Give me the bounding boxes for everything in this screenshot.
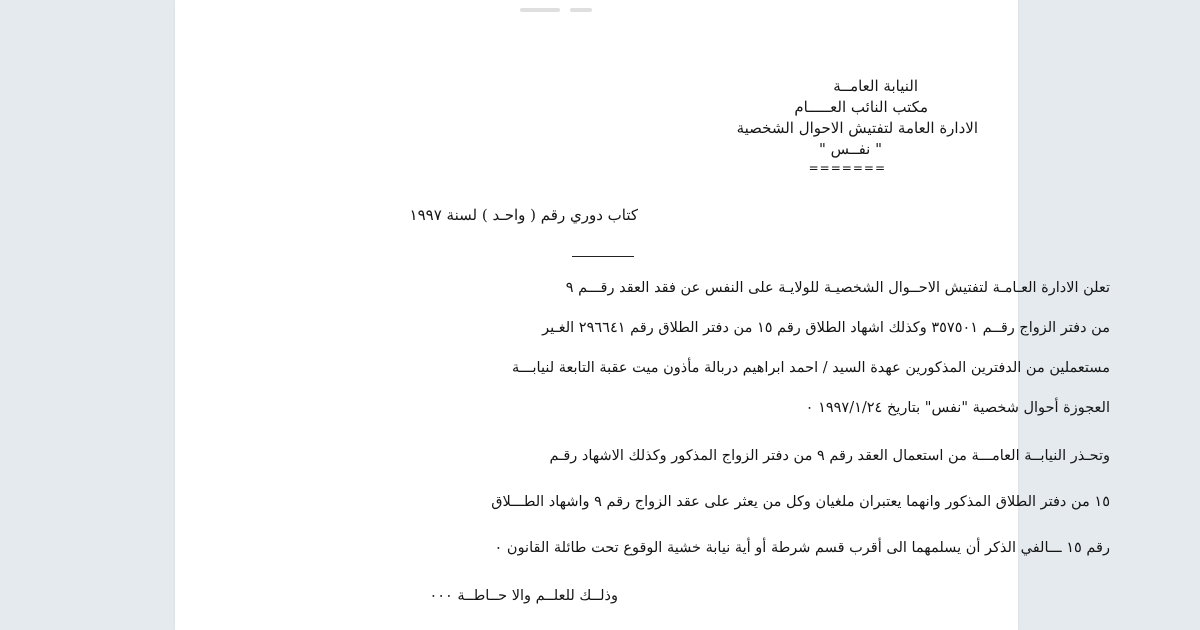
- paragraph-line: مستعملين من الدفترين المذكورين عهدة السيد / احمد ابراهيم دربالة مأذون ميت عقبة التابعة لنيابـــة: [512, 360, 1110, 376]
- paragraph-line: رقم ١٥ ـــالفي الذكر أن يسلمهما الى أقرب قسم شرطة أو أية نيابة خشية الوقوع تحت طائلة القانون ٠: [494, 540, 1110, 556]
- header-attorney-general-office: مكتب النائب العـــــام: [794, 98, 928, 116]
- header-division: " نفــس ": [818, 140, 882, 158]
- paragraph-line: تعلن الادارة العـامـة لتفتيش الاحــوال الشخصيـة للولايـة على النفس عن فقد العقد رقـــم ٩: [565, 280, 1110, 296]
- document-header: [737, 76, 978, 176]
- closing-line: وذلــك للعلــم والا حــاطــة ٠٠٠: [429, 588, 618, 604]
- header-department: الادارة العامة لتفتيش الاحوال الشخصية: [736, 119, 978, 137]
- scan-smudge: [570, 8, 592, 12]
- paragraph-line: وتحـذر النيابــة العامـــة من استعمال العقد رقم ٩ من دفتر الزواج المذكور وكذلك الاشهاد رقـم: [549, 448, 1110, 464]
- header-separator: =======: [808, 161, 886, 175]
- paragraph-line: العجوزة أحوال شخصية "نفس" بتاريخ ١٩٩٧/١/٢٤ ٠: [805, 400, 1110, 416]
- page-margin-left: [0, 0, 175, 630]
- document-title: كتاب دوري رقم ( واحـد ) لسنة ١٩٩٧: [409, 206, 638, 224]
- announcement-paragraph: [410, 280, 1110, 440]
- warning-paragraph: [410, 448, 1110, 578]
- title-underline: [572, 256, 634, 257]
- scan-smudge: [520, 8, 560, 12]
- header-prosecution: النيابة العامــة: [833, 77, 918, 95]
- paragraph-line: ١٥ من دفتر الطلاق المذكور وانهما يعتبران ملغيان وكل من يعثر على عقد الزواج رقم ٩ واشهاد الطـــلاق: [491, 494, 1110, 510]
- paragraph-line: من دفتر الزواج رقــم ٣٥٧٥٠١ وكذلك اشهاد الطلاق رقم ١٥ من دفتر الطلاق رقم ٢٩٦٦٤١ الغـير: [542, 320, 1110, 336]
